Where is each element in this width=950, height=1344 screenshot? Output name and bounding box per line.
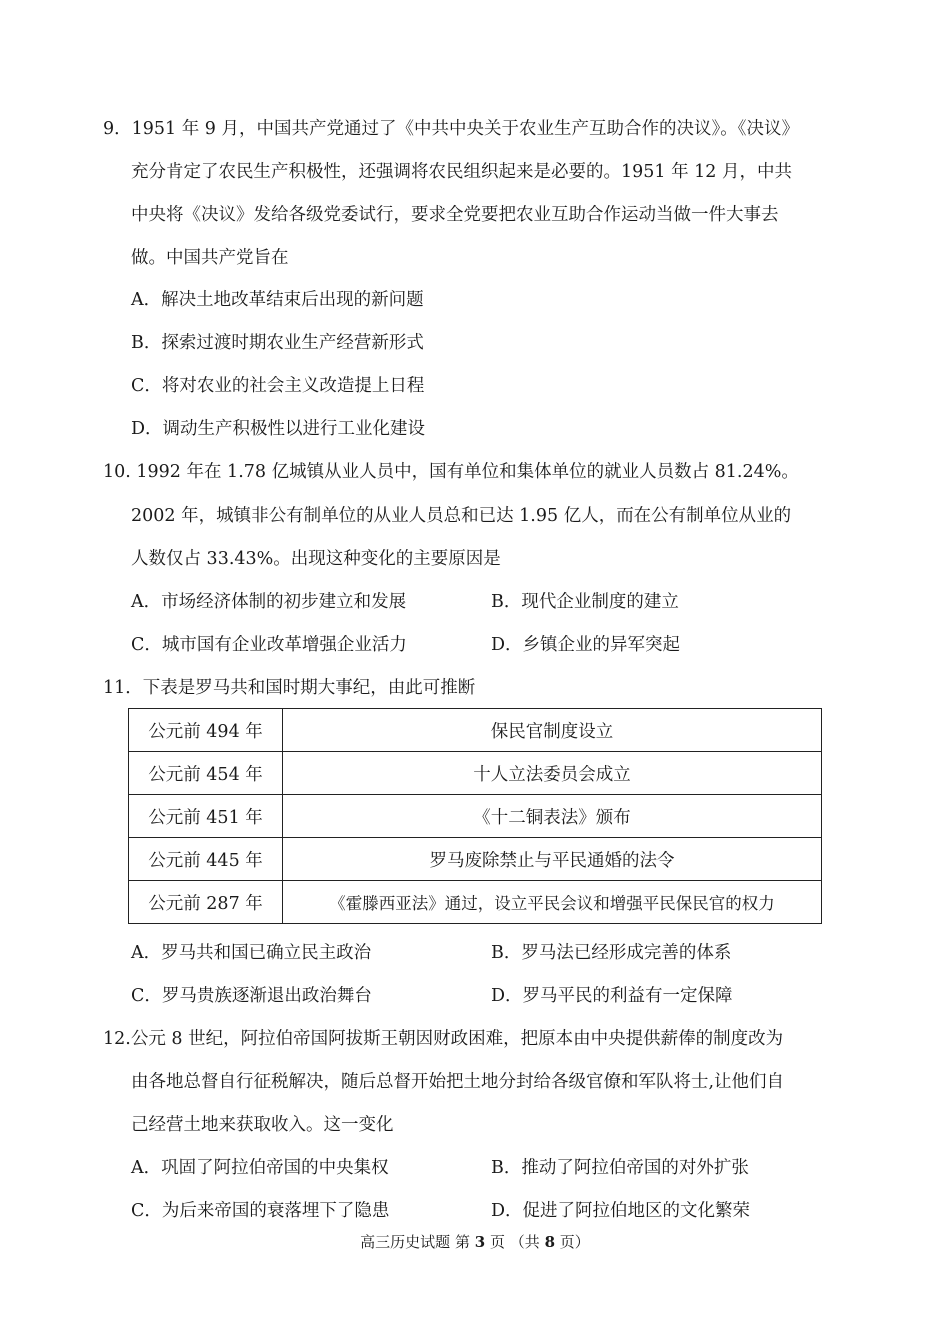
table-cell-event: 保民官制度设立 xyxy=(283,709,822,752)
q11-option-c: C．罗马贵族逐渐退出政治舞台 xyxy=(131,986,372,1006)
table-row xyxy=(129,752,822,795)
q9-stem-line-1: 9．1951 年 9 月，中国共产党通过了《中共中央关于农业生产互助合作的决议》。《决议》 xyxy=(103,119,799,139)
q9-stem-line-3: 中央将《决议》发给各级党委试行，要求全党要把农业互助合作运动当做一件大事去 xyxy=(131,205,779,225)
table-cell-event: 《十二铜表法》颁布 xyxy=(283,795,822,838)
q10-stem-line-1: 10. 1992 年在 1.78 亿城镇从业人员中，国有单位和集体单位的就业人员数占 81.24%。 xyxy=(103,462,799,482)
footer-total-suffix: 页） xyxy=(559,1233,590,1251)
q11-option-a: A．罗马共和国已确立民主政治 xyxy=(131,943,372,963)
q12-option-b: B．推动了阿拉伯帝国的对外扩张 xyxy=(491,1158,749,1178)
table-cell-year: 公元前 287 年 xyxy=(129,881,283,924)
table-cell-year: 公元前 451 年 xyxy=(129,795,283,838)
table-cell-year: 公元前 445 年 xyxy=(129,838,283,881)
footer-page-prefix: 第 xyxy=(454,1233,470,1251)
footer-total-pages: 8 xyxy=(544,1233,556,1251)
q9-stem-line-2: 充分肯定了农民生产积极性，还强调将农民组织起来是必要的。1951 年 12 月，中共 xyxy=(131,162,792,182)
q12-stem-line-1: 12.公元 8 世纪，阿拉伯帝国阿拔斯王朝因财政困难，把原本由中央提供薪俸的制度改为 xyxy=(103,1029,784,1049)
q10-option-a: A．市场经济体制的初步建立和发展 xyxy=(131,592,407,612)
roman-events-table xyxy=(128,708,822,924)
q10-stem-line-3: 人数仅占 33.43%。出现这种变化的主要原因是 xyxy=(131,549,501,569)
q9-option-b: B．探索过渡时期农业生产经营新形式 xyxy=(131,333,424,353)
table-cell-year: 公元前 454 年 xyxy=(129,752,283,795)
table-cell-event: 罗马废除禁止与平民通婚的法令 xyxy=(283,838,822,881)
q11-option-d: D．罗马平民的利益有一定保障 xyxy=(491,986,733,1006)
table-row xyxy=(129,881,822,924)
q10-option-b: B．现代企业制度的建立 xyxy=(491,592,679,612)
q12-stem-line-3: 己经营土地来获取收入。这一变化 xyxy=(131,1115,394,1135)
q9-option-a: A．解决土地改革结束后出现的新问题 xyxy=(131,290,424,310)
footer-total-prefix: （共 xyxy=(509,1233,540,1251)
q9-stem-line-4: 做。中国共产党旨在 xyxy=(131,248,289,268)
q9-option-c: C．将对农业的社会主义改造提上日程 xyxy=(131,376,425,396)
q12-stem-line-2: 由各地总督自行征税解决，随后总督开始把土地分封给各级官僚和军队将士,让他们自 xyxy=(131,1072,785,1092)
page-footer xyxy=(0,1232,950,1252)
q12-option-c: C．为后来帝国的衰落埋下了隐患 xyxy=(131,1201,390,1221)
footer-page-suffix: 页 xyxy=(489,1233,505,1251)
q10-stem-line-2: 2002 年，城镇非公有制单位的从业人员总和已达 1.95 亿人，而在公有制单位从业的 xyxy=(131,506,792,526)
table-row xyxy=(129,709,822,752)
table-row xyxy=(129,795,822,838)
q10-option-c: C．城市国有企业改革增强企业活力 xyxy=(131,635,407,655)
q11-option-b: B．罗马法已经形成完善的体系 xyxy=(491,943,732,963)
table-cell-event: 十人立法委员会成立 xyxy=(283,752,822,795)
table-row xyxy=(129,838,822,881)
q12-option-d: D．促进了阿拉伯地区的文化繁荣 xyxy=(491,1201,751,1221)
q11-stem-line-1: 11．下表是罗马共和国时期大事纪，由此可推断 xyxy=(103,678,476,698)
q12-option-a: A．巩固了阿拉伯帝国的中央集权 xyxy=(131,1158,389,1178)
q9-option-d: D．调动生产积极性以进行工业化建设 xyxy=(131,419,426,439)
footer-title: 高三历史试题 xyxy=(360,1233,451,1251)
q10-option-d: D．乡镇企业的异军突起 xyxy=(491,635,681,655)
footer-page-number: 3 xyxy=(474,1233,486,1251)
table-cell-event: 《霍滕西亚法》通过，设立平民会议和增强平民保民官的权力 xyxy=(283,881,822,924)
table-cell-year: 公元前 494 年 xyxy=(129,709,283,752)
